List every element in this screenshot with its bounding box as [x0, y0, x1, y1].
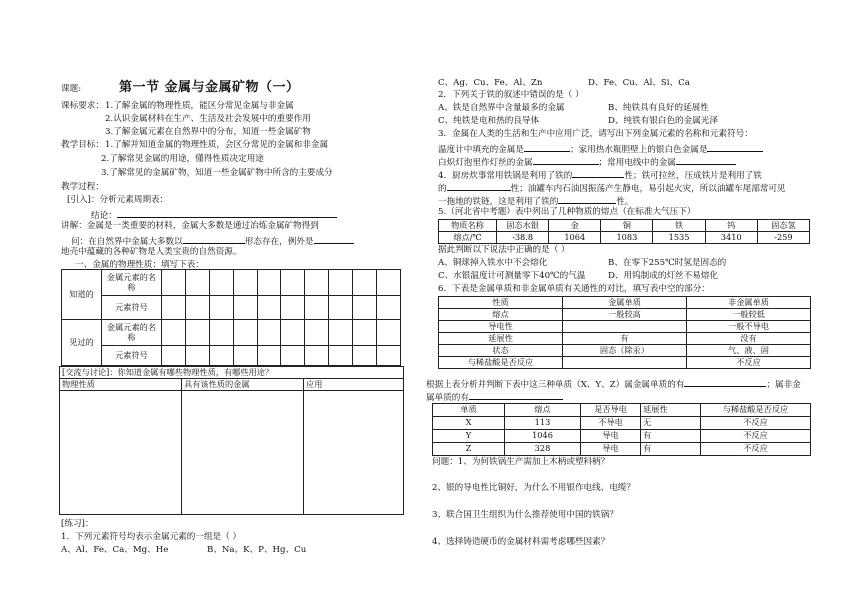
- sub-cell: Z: [433, 443, 505, 456]
- sub-cell: 113: [505, 417, 581, 430]
- sub-cell: 有: [641, 443, 701, 456]
- prop-header: 金属单质: [563, 297, 687, 309]
- mp-header: 固态氢: [757, 220, 809, 232]
- blank-filament-metal[interactable]: [533, 155, 599, 165]
- sub-cell: 1046: [505, 430, 581, 443]
- prop-cell: 不反应: [687, 357, 811, 369]
- q5-option-c: C、水银温度计可测量零下40℃的气温: [438, 271, 586, 281]
- discussion-question: 问题：1、为何铁锅生产需加上木柄或塑料柄？: [432, 457, 610, 467]
- q4-line-2: 的 性；油罐车内石油因振荡产生静电，易引起火灾，所以油罐车尾部常可见: [438, 181, 786, 195]
- prop-header: 非金属单质: [687, 297, 811, 309]
- blank-q4-2[interactable]: [447, 181, 511, 191]
- blank-q4-3[interactable]: [558, 194, 616, 204]
- sub-header: 是否导电: [581, 404, 641, 417]
- group-seen: 见过的: [62, 320, 102, 366]
- practice-label: [练习]：: [61, 519, 94, 529]
- row-element-name: 金属元素的名称: [102, 320, 162, 346]
- prop-cell: 一般较高: [563, 309, 687, 321]
- sub-cell: 不反应: [701, 443, 811, 456]
- mp-value: -38.8: [497, 232, 549, 244]
- discussion-answer-cell[interactable]: [304, 391, 404, 515]
- row-element-symbol: 元素符号: [102, 296, 162, 320]
- q5-option-d: D、用钨制成的灯丝不易熔化: [608, 271, 719, 281]
- sub-header: 熔点: [505, 404, 581, 417]
- row-element-name: 金属元素的名称: [102, 270, 162, 296]
- prop-cell: 固态（除汞）: [563, 345, 687, 357]
- prop-cell-blank[interactable]: [563, 357, 687, 369]
- discussion-prompt: [交流与讨论]：你知道金属有哪些物理性质，有哪些用途？: [60, 367, 404, 379]
- q3-line-2: 白炽灯泡里作灯丝的金属 ；常用电线中的金属: [438, 155, 736, 169]
- blank-wire-metal[interactable]: [676, 155, 736, 165]
- prop-cell: 一般较低: [687, 309, 811, 321]
- mp-row-label: 熔点/℃: [439, 232, 497, 244]
- sub-cell: 不反应: [701, 430, 811, 443]
- q6-line-2: 属单质的有: [426, 390, 563, 404]
- sub-cell: 导电: [581, 443, 641, 456]
- q1-option-c: C、Ag、Cu、Fe、Al、Zn: [438, 78, 543, 88]
- sub-cell: 有: [641, 430, 701, 443]
- properties-table: [438, 296, 811, 369]
- lecture-line-3: 地壳中蕴藏的各种矿物是人类宝贵的自然资源。: [61, 247, 242, 257]
- sub-cell: 328: [505, 443, 581, 456]
- question-5: 5.（河北省中考题）表中列出了几种物质的熔点（在标准大气压下）: [438, 207, 696, 217]
- mp-header: 钨: [705, 220, 757, 232]
- discussion-question: 2、银的导电性比铜好，为什么不用银作电线、电缆？: [432, 483, 636, 493]
- prop-cell: 一般不导电: [687, 321, 811, 333]
- sub-header: 延展性: [641, 404, 701, 417]
- question-1: 1．下列元素符号均表示金属元素的一组是（ ）: [61, 532, 242, 542]
- prop-cell: 熔点: [439, 309, 563, 321]
- discussion-question: 3、联合国卫生组织为什么推荐使用中国的铁锅？: [432, 510, 618, 520]
- conclusion-line: [91, 208, 337, 222]
- lecture-line-2: 问：在自然界中金属大多数以 形态存在，例外是: [71, 234, 354, 248]
- sub-cell: X: [433, 417, 505, 430]
- q4-line-3: 一拖地的铁链，这是利用了铁的 性。: [438, 194, 634, 208]
- question-2: 2．下列关于铁的叙述中错误的是（ ）: [438, 90, 584, 100]
- q5-option-b: B、在零下255℃时氢是固态的: [608, 258, 727, 268]
- blank-thermometer-metal[interactable]: [524, 142, 570, 152]
- sub-cell: 不反应: [701, 417, 811, 430]
- conclusion-label: 结论：: [91, 211, 117, 221]
- sub-header: 与稀盐酸是否反应: [701, 404, 811, 417]
- page-title: 第一节 金属与金属矿物（一）: [119, 80, 300, 95]
- sub-cell: 无: [641, 417, 701, 430]
- discussion-header: 物理性质: [60, 379, 182, 391]
- sub-header: 单质: [433, 404, 505, 417]
- sub-cell: 导电: [581, 430, 641, 443]
- q2-option-c: C、纯铁是电和热的良导体: [438, 116, 540, 126]
- group-known: 知道的: [62, 270, 102, 320]
- mp-value: 1064: [549, 232, 601, 244]
- goal-item: 2.了解常见金属的用途，懂得性质决定用途: [101, 154, 264, 164]
- mp-header: 金: [549, 220, 601, 232]
- mp-header: 固态水银: [497, 220, 549, 232]
- mp-value: 1083: [601, 232, 653, 244]
- goal-item: 1.了解并知道金属的物理性质，会区分常见的金属和非金属: [105, 140, 329, 150]
- prop-cell: 状态: [439, 345, 563, 357]
- blank-exception[interactable]: [314, 234, 354, 244]
- q2-option-d: D、纯铁有银白色的金属光泽: [608, 116, 719, 126]
- prop-cell: 没有: [687, 333, 811, 345]
- blank-thermos-metal[interactable]: [707, 142, 763, 152]
- goal-item: 3.了解常见的金属矿物，知道一些金属矿物中所含的主要成分: [101, 168, 333, 178]
- question-6: 6．下表是金属单质和非金属单质有关通性的对比，填写表中空的部分：: [438, 284, 710, 294]
- q5-option-a: A、铜球掉入铁水中不会熔化: [438, 258, 548, 268]
- mp-header: 铜: [601, 220, 653, 232]
- section-heading: 一、金属的物理性质：填写下表：: [75, 260, 204, 270]
- standard-item: 1.了解金属的物理性质，能区分常见金属与非金属: [105, 101, 294, 111]
- discussion-answer-cell[interactable]: [60, 391, 182, 515]
- prop-cell-blank[interactable]: [563, 321, 687, 333]
- q3-line-1: 温度计中填充的金属是 ；家用热水瓶胆壁上的银白色金属是: [438, 142, 763, 156]
- blank-form[interactable]: [183, 234, 245, 244]
- substance-table: [432, 403, 811, 456]
- q4-line-1: 4．厨房炊事常用铁锅是利用了铁的 性；铁可拉丝，压成铁片是利用了铁: [438, 168, 762, 182]
- blank-conclusion[interactable]: [117, 208, 337, 218]
- sub-cell: 不导电: [581, 417, 641, 430]
- standard-item: 3.了解金属元素在自然界中的分布，知道一些金属矿物: [105, 127, 311, 137]
- sub-cell: Y: [433, 430, 505, 443]
- prop-cell: 气、液、固: [687, 345, 811, 357]
- q6-line-1: 根据上表分析并判断下表中这三种单质（X、Y、Z）属金属单质的有 ；属非金: [426, 377, 801, 391]
- prop-cell: 导电性: [439, 321, 563, 333]
- intro-text: [引入]：分析元素周期表：: [67, 195, 169, 205]
- discussion-question: 4、选择铸造硬币的金属材料需考虑哪些因素？: [432, 537, 610, 547]
- process-label: 教学过程：: [61, 182, 104, 192]
- discussion-table: [59, 366, 404, 515]
- mp-header: 物质名称: [439, 220, 497, 232]
- q1-option-d: D、Fe、Cu、Al、Si、Ca: [588, 78, 690, 88]
- q5-prompt: 据此判断以下说法中正确的是（ ）: [438, 245, 570, 255]
- prop-header: 性质: [439, 297, 563, 309]
- blank-metal-elements[interactable]: [684, 377, 766, 387]
- blank-q4-1[interactable]: [572, 168, 624, 178]
- prop-cell: 延展性: [439, 333, 563, 345]
- standard-item: 2.认识金属材料在生产、生活及社会发展中的重要作用: [105, 114, 311, 124]
- discussion-answer-cell[interactable]: [182, 391, 304, 515]
- melting-point-table: [438, 219, 810, 244]
- q1-option-b: B、Na、K、P、Hg、Cu: [207, 545, 307, 555]
- question-3: 3．金属在人类的生活和生产中应用广泛，请写出下列金属元素的名称和元素符号：: [438, 129, 753, 139]
- q2-option-a: A、铁是自然界中含量最多的金属: [438, 103, 565, 113]
- lesson-label: 课题:: [61, 84, 82, 94]
- row-element-symbol: 元素符号: [102, 346, 162, 366]
- standards-label: 课标要求：: [61, 101, 104, 111]
- discussion-header: 应用: [304, 379, 404, 391]
- prop-cell: 有: [563, 333, 687, 345]
- blank-nonmetal-elements[interactable]: [469, 390, 563, 400]
- element-table: [61, 269, 401, 366]
- mp-value: -259: [757, 232, 809, 244]
- mp-value: 1535: [653, 232, 705, 244]
- mp-header: 铁: [653, 220, 705, 232]
- lecture-line-1: 讲解：金属是一类重要的材料，金属大多数是通过冶炼金属矿物得到: [61, 221, 319, 231]
- q2-option-b: B、纯铁具有良好的延展性: [608, 103, 709, 113]
- prop-cell: 与稀盐酸是否反应: [439, 357, 563, 369]
- discussion-header: 具有该性质的金属: [182, 379, 304, 391]
- mp-value: 3410: [705, 232, 757, 244]
- q1-option-a: A、Al、Fe、Ca、Mg、He: [61, 545, 169, 555]
- goals-label: 教学目标：: [61, 140, 104, 150]
